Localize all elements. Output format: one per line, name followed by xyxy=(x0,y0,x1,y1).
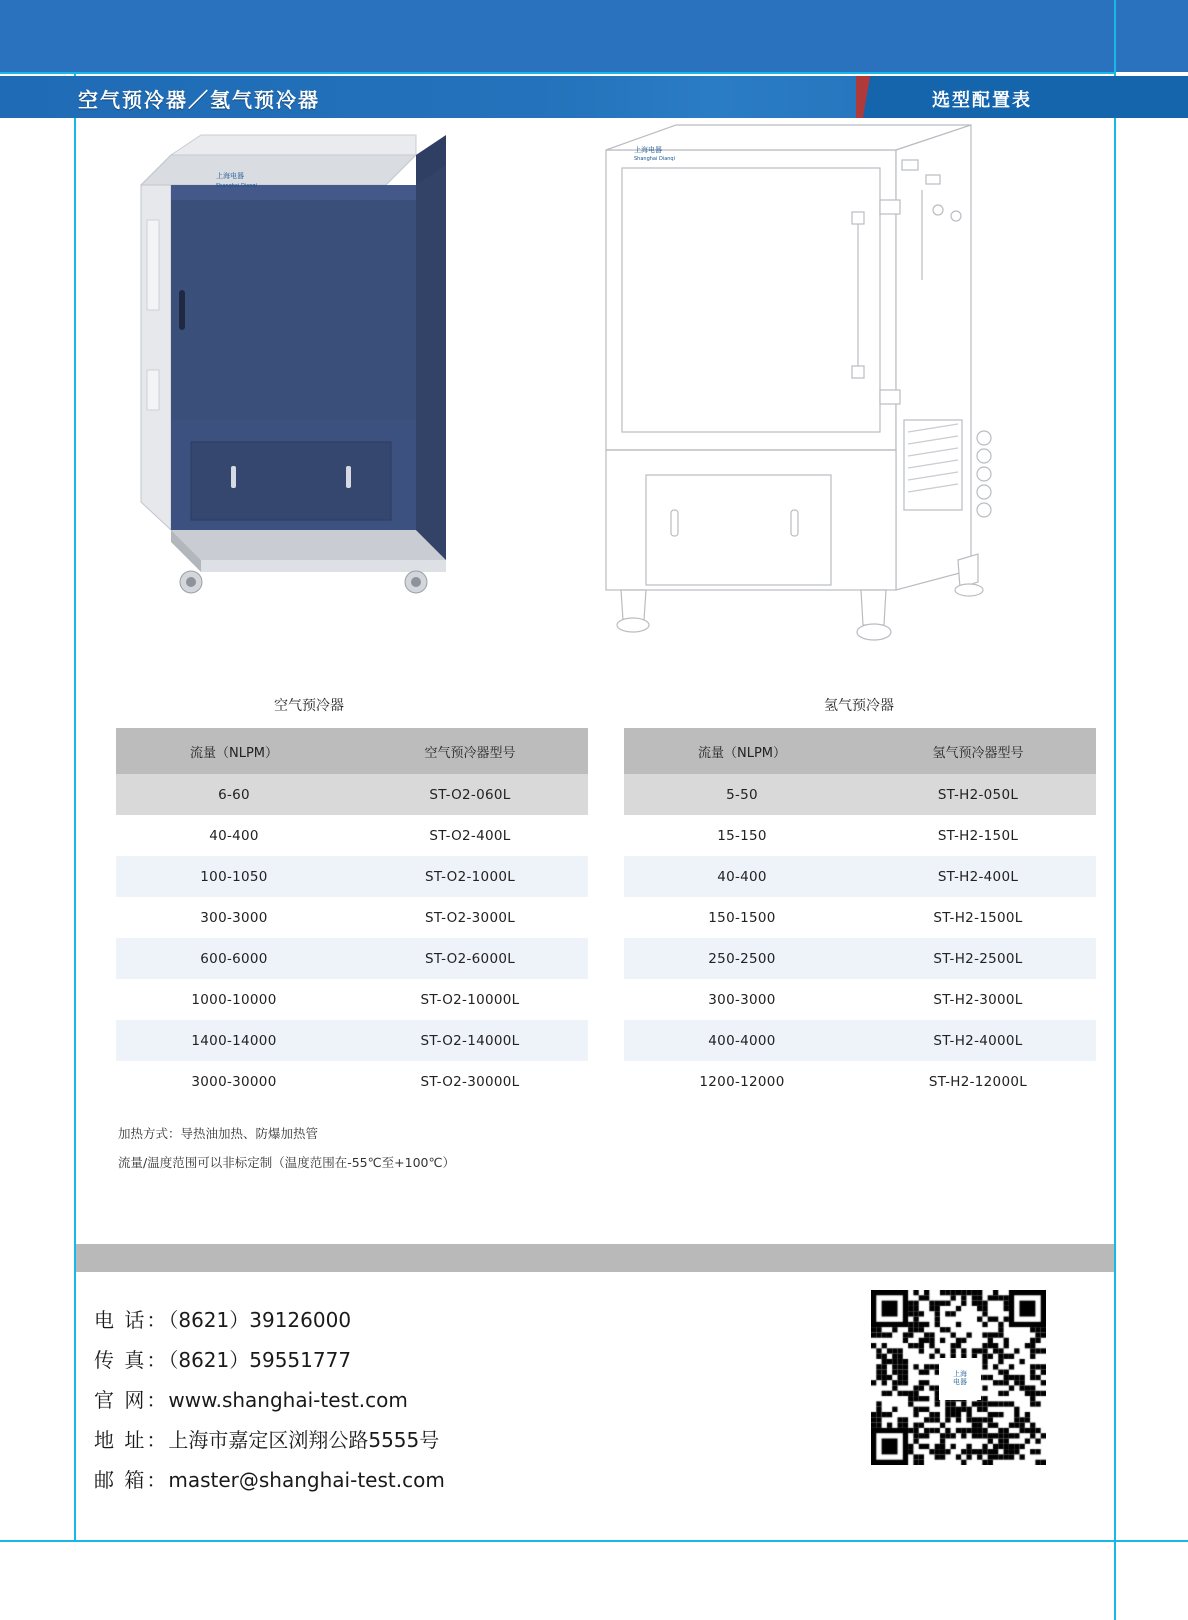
cell-flow: 300-3000 xyxy=(624,979,860,1020)
contact-value-address: 上海市嘉定区浏翔公路5555号 xyxy=(168,1428,440,1452)
cell-flow: 1000-10000 xyxy=(116,979,352,1020)
brand-logo-text: 上海电器 xyxy=(216,172,244,180)
contact-block xyxy=(94,1300,445,1500)
col-header-model: 空气预冷器型号 xyxy=(352,728,588,774)
table-row xyxy=(116,979,588,1020)
contact-row-email xyxy=(94,1460,445,1500)
contact-label-fax: 传 真： xyxy=(94,1348,169,1372)
cell-flow: 1400-14000 xyxy=(116,1020,352,1061)
cell-model: ST-H2-2500L xyxy=(860,938,1096,979)
cell-model: ST-H2-1500L xyxy=(860,897,1096,938)
contact-row-website xyxy=(94,1380,445,1420)
table-row xyxy=(116,774,588,815)
table-row xyxy=(624,938,1096,979)
contact-row-address xyxy=(94,1420,445,1460)
table-row xyxy=(116,1061,588,1102)
cell-flow: 100-1050 xyxy=(116,856,352,897)
cell-flow: 250-2500 xyxy=(624,938,860,979)
cell-model: ST-O2-060L xyxy=(352,774,588,815)
cell-model: ST-H2-050L xyxy=(860,774,1096,815)
air-precooler-photo xyxy=(116,130,546,600)
cell-model: ST-H2-12000L xyxy=(860,1061,1096,1102)
contact-label-email: 邮 箱： xyxy=(94,1468,169,1492)
table-row xyxy=(116,815,588,856)
table-row xyxy=(116,938,588,979)
caption-air-precooler: 空气预冷器 xyxy=(274,698,344,714)
cell-flow: 40-400 xyxy=(116,815,352,856)
cell-flow: 6-60 xyxy=(116,774,352,815)
qr-center-logo: 上海 电器 xyxy=(939,1358,981,1400)
table-row xyxy=(624,856,1096,897)
cell-flow: 15-150 xyxy=(624,815,860,856)
contact-value-phone: （8621）39126000 xyxy=(168,1308,352,1332)
notes-block xyxy=(118,1120,455,1178)
contact-value-email[interactable]: master@shanghai-test.com xyxy=(168,1468,445,1492)
caption-hydrogen-precooler: 氢气预冷器 xyxy=(824,698,894,714)
table-row xyxy=(624,1061,1096,1102)
content-area xyxy=(76,120,1114,1240)
cell-flow: 400-4000 xyxy=(624,1020,860,1061)
svg-text:Shanghai Dianqi: Shanghai Dianqi xyxy=(634,156,675,162)
cell-model: ST-H2-4000L xyxy=(860,1020,1096,1061)
page-title: 空气预冷器／氢气预冷器 xyxy=(78,88,320,112)
product-images xyxy=(76,120,1114,680)
cell-model: ST-H2-150L xyxy=(860,815,1096,856)
col-header-model: 氢气预冷器型号 xyxy=(860,728,1096,774)
header-section-label: 选型配置表 xyxy=(932,90,1032,111)
cell-model: ST-O2-1000L xyxy=(352,856,588,897)
table-row xyxy=(624,815,1096,856)
cell-model: ST-O2-30000L xyxy=(352,1061,588,1102)
footer-divider-band xyxy=(76,1244,1114,1272)
contact-label-address: 地 址： xyxy=(94,1428,169,1452)
hydrogen-precooler-table xyxy=(624,728,1096,1102)
svg-text:Shanghai Dianqi: Shanghai Dianqi xyxy=(216,183,257,189)
table-row xyxy=(116,1020,588,1061)
cell-model: ST-O2-10000L xyxy=(352,979,588,1020)
table-row xyxy=(624,774,1096,815)
frame-line-bottom xyxy=(0,1540,1188,1542)
cell-model: ST-O2-6000L xyxy=(352,938,588,979)
col-header-flow: 流量（NLPM） xyxy=(116,728,352,774)
note-heating-method: 加热方式：导热油加热、防爆加热管 xyxy=(118,1126,319,1141)
cell-flow: 5-50 xyxy=(624,774,860,815)
page-top-band-inner xyxy=(0,0,1114,74)
table-header-row xyxy=(116,728,588,774)
cell-model: ST-O2-3000L xyxy=(352,897,588,938)
cell-flow: 40-400 xyxy=(624,856,860,897)
contact-label-phone: 电 话： xyxy=(94,1308,169,1332)
footer xyxy=(76,1290,1114,1540)
cell-flow: 600-6000 xyxy=(116,938,352,979)
cell-flow: 1200-12000 xyxy=(624,1061,860,1102)
cell-model: ST-H2-3000L xyxy=(860,979,1096,1020)
cell-model: ST-O2-400L xyxy=(352,815,588,856)
cell-model: ST-O2-14000L xyxy=(352,1020,588,1061)
cell-flow: 150-1500 xyxy=(624,897,860,938)
brand-logo-text: 上海电器 xyxy=(634,146,662,154)
page-top-band xyxy=(0,0,1188,72)
contact-label-website: 官 网： xyxy=(94,1388,169,1412)
contact-row-fax xyxy=(94,1340,445,1380)
col-header-flow: 流量（NLPM） xyxy=(624,728,860,774)
qr-code[interactable] xyxy=(871,1290,1046,1465)
cell-model: ST-H2-400L xyxy=(860,856,1096,897)
contact-value-fax: （8621）59551777 xyxy=(168,1348,352,1372)
contact-row-phone xyxy=(94,1300,445,1340)
air-precooler-table xyxy=(116,728,588,1102)
cell-flow: 300-3000 xyxy=(116,897,352,938)
table-header-row xyxy=(624,728,1096,774)
table-row xyxy=(116,897,588,938)
table-row xyxy=(116,856,588,897)
table-row xyxy=(624,1020,1096,1061)
note-custom-range: 流量/温度范围可以非标定制（温度范围在-55℃至+100℃） xyxy=(118,1154,456,1170)
hydrogen-precooler-photo xyxy=(586,120,1056,660)
cell-flow: 3000-30000 xyxy=(116,1061,352,1102)
contact-value-website[interactable]: www.shanghai-test.com xyxy=(168,1388,408,1412)
table-row xyxy=(624,897,1096,938)
table-row xyxy=(624,979,1096,1020)
frame-line-right xyxy=(1114,0,1116,1620)
